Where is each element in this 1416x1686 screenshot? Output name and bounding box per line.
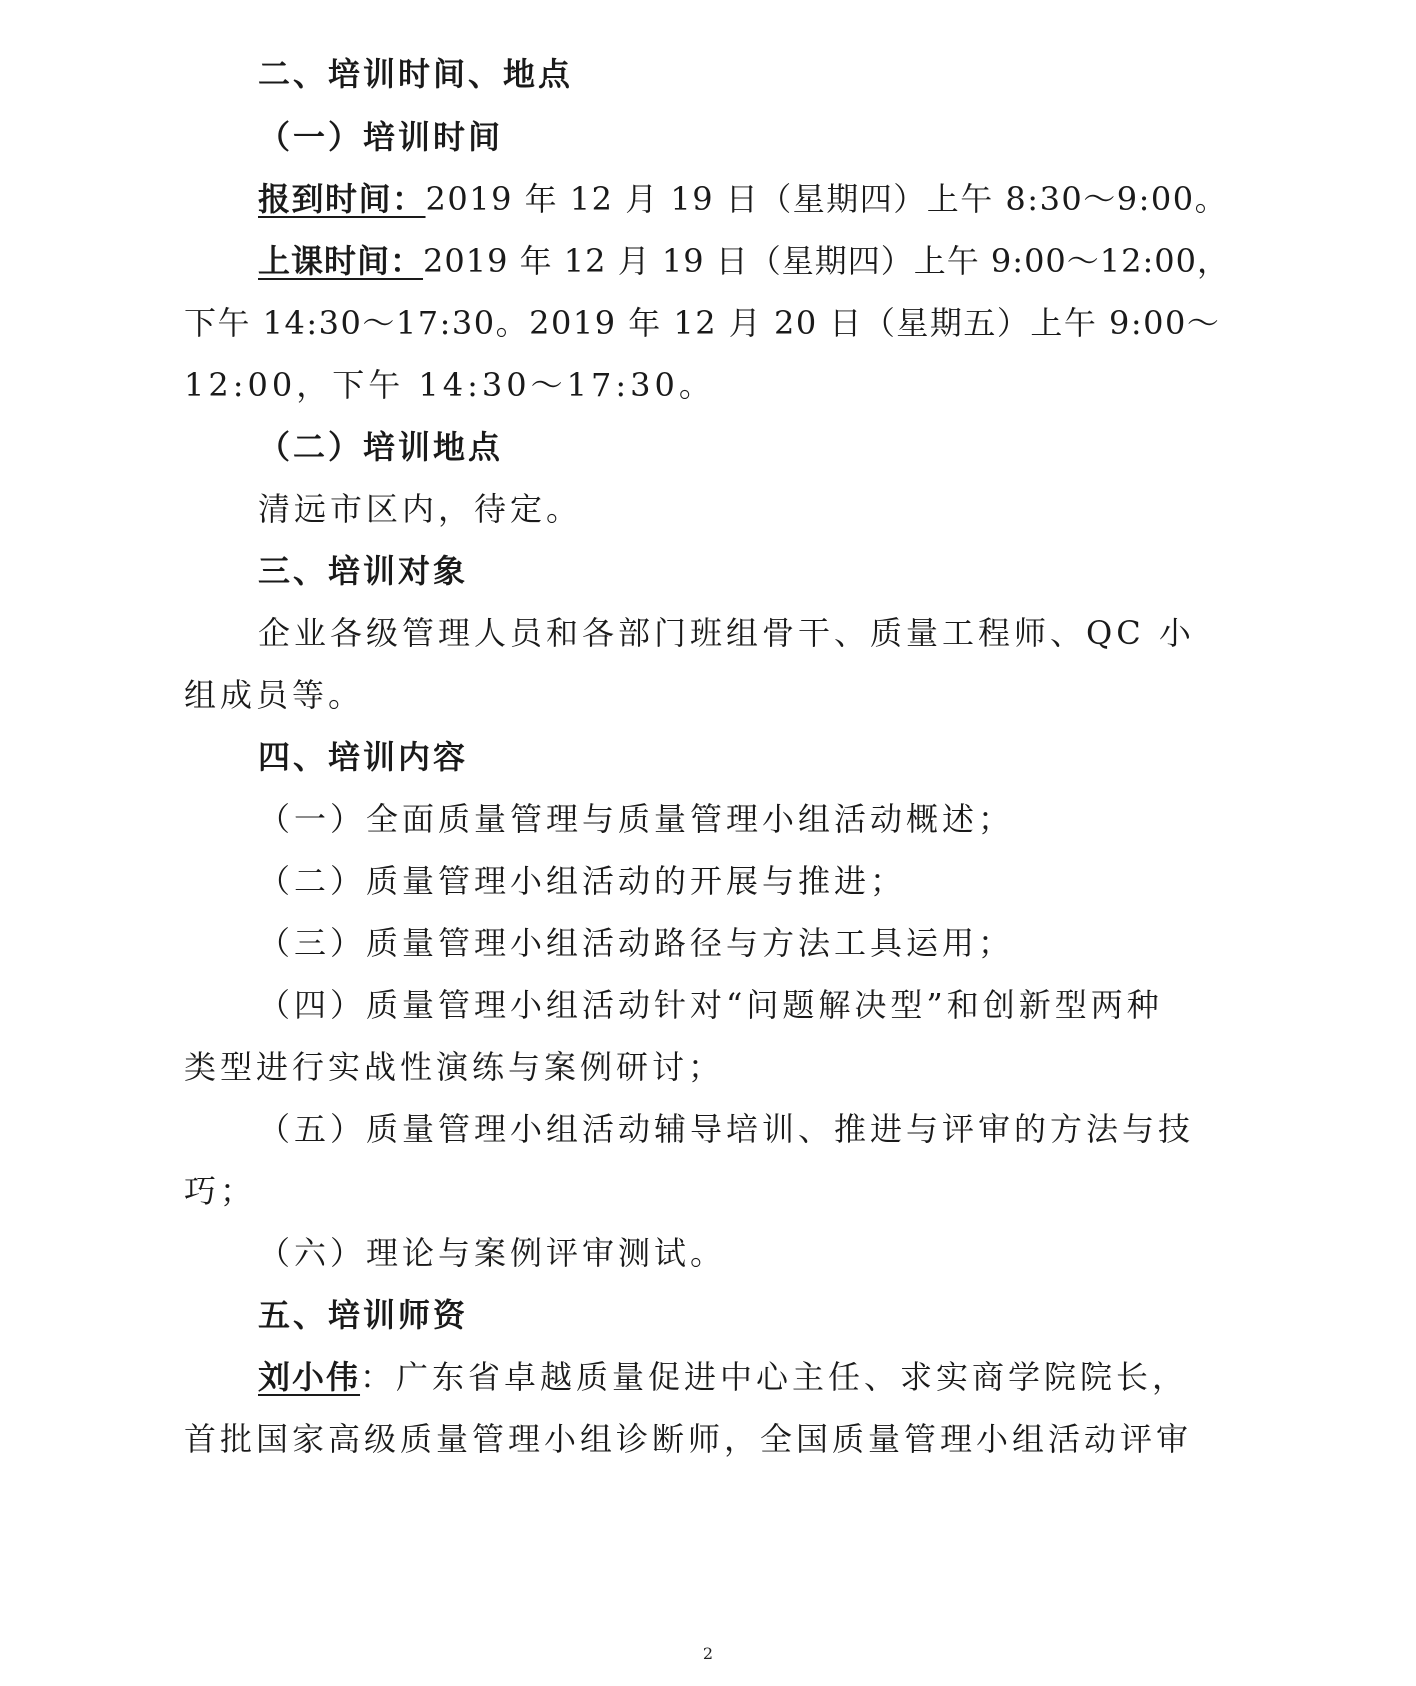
section-2-heading: 二、培训时间、地点 [258, 55, 574, 93]
content-item-4-cont: 类型进行实战性演练与案例研讨； [184, 1048, 725, 1086]
audience-text-1: 企业各级管理人员和各部门班组骨干、质量工程师、QC 小 [258, 614, 1195, 652]
class-time-line [258, 241, 1230, 281]
section-5-heading: 五、培训师资 [258, 1296, 469, 1334]
section-4-heading: 四、培训内容 [258, 738, 469, 776]
class-time-line-2: 下午 14:30～17:30。2019 年 12 月 20 日（星期五）上午 9:00～ [184, 304, 1221, 342]
content-item-4: （四）质量管理小组活动针对“问题解决型”和创新型两种 [258, 986, 1163, 1024]
report-time-text: 2019 年 12 月 19 日（星期四）上午 8:30～9:00。 [425, 180, 1229, 218]
class-time-line-3: 12:00，下午 14:30～17:30。 [184, 366, 715, 404]
teacher-name: 刘小伟 [258, 1358, 361, 1396]
training-location-subheading: （二）培训地点 [258, 428, 504, 466]
section-3-heading: 三、培训对象 [258, 552, 469, 590]
training-time-subheading: （一）培训时间 [258, 118, 504, 156]
content-item-5: （五）质量管理小组活动辅导培训、推进与评审的方法与技 [258, 1110, 1195, 1148]
content-item-2: （二）质量管理小组活动的开展与推进； [258, 862, 907, 900]
content-item-5-cont: 巧； [184, 1172, 257, 1210]
page-number: 2 [702, 1644, 714, 1663]
report-time-line [258, 179, 1228, 219]
class-time-label: 上课时间： [258, 242, 424, 280]
audience-text-2: 组成员等。 [184, 676, 365, 714]
teacher-text-2: 首批国家高级质量管理小组诊断师，全国质量管理小组活动评审 [184, 1420, 1193, 1458]
content-item-3: （三）质量管理小组活动路径与方法工具运用； [258, 924, 1015, 962]
class-time-text: 2019 年 12 月 19 日（星期四）上午 9:00～12:00， [423, 242, 1231, 280]
teacher-text-1: ：广东省卓越质量促进中心主任、求实商学院院长， [360, 1358, 1189, 1396]
report-time-label: 报到时间： [258, 180, 426, 218]
teacher-line [258, 1357, 1188, 1397]
content-item-1: （一）全面质量管理与质量管理小组活动概述； [258, 800, 1015, 838]
training-location-text: 清远市区内，待定。 [258, 490, 583, 528]
content-item-6: （六）理论与案例评审测试。 [258, 1234, 727, 1272]
